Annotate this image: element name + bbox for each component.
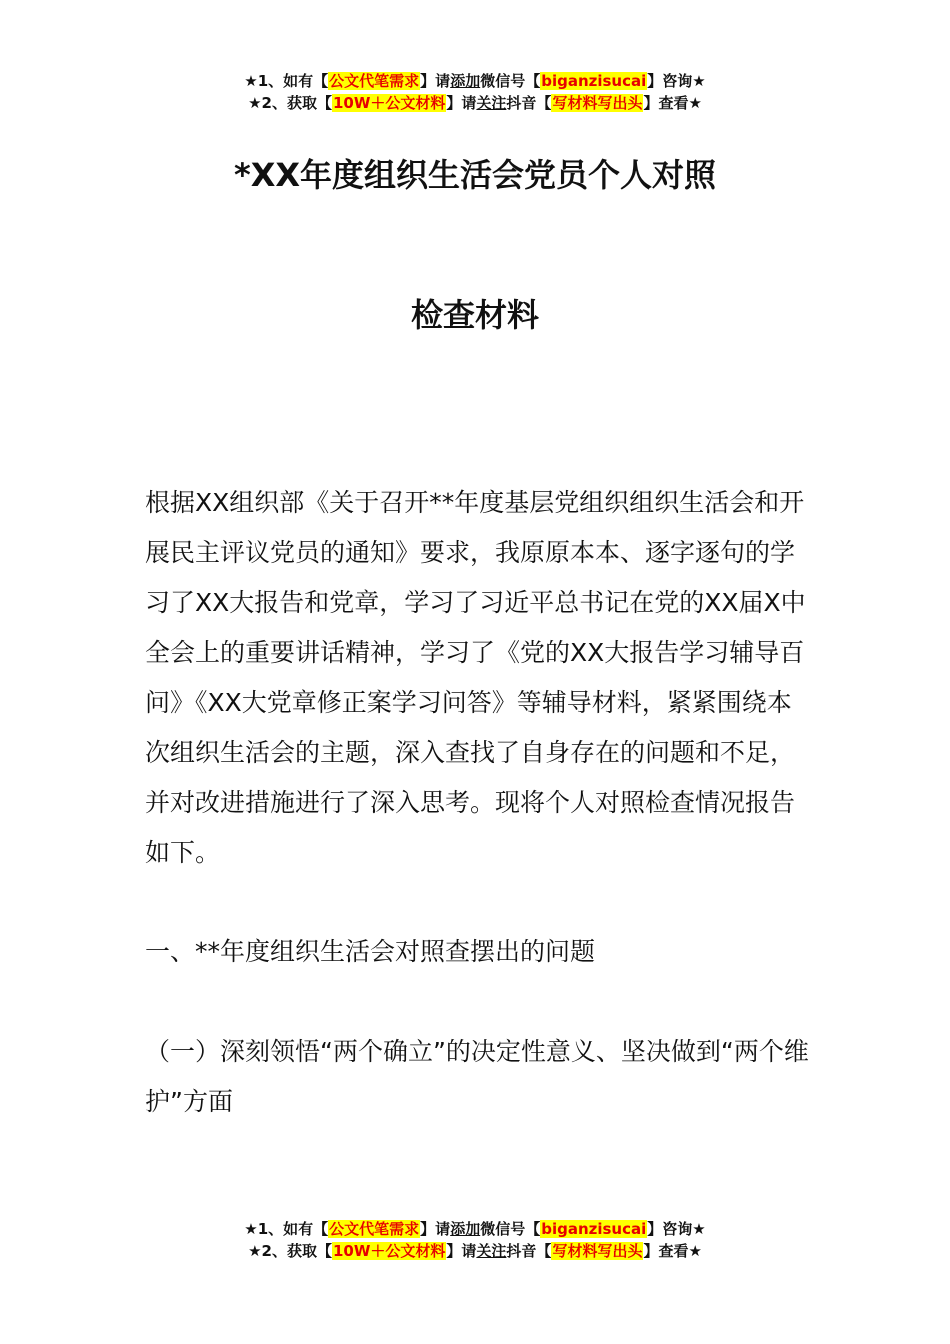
ad-text: ★1、如有【 [244, 1220, 329, 1238]
ad-text: 微信号【 [480, 1220, 541, 1238]
ad-text: 抖音【 [506, 94, 552, 112]
section-heading: 一、**年度组织生活会对照查摆出的问题 [145, 937, 596, 966]
ad-underlined-text: 关注 [476, 94, 507, 112]
ad-underlined-text: 添加 [450, 72, 481, 90]
intro-text: 根据XX组织部《关于召开**年度基层党组织组织生活会和开展民主评议党员的通知》要求，我原原本本、逐字逐句的学习了XX大报告和党章，学习了习近平总书记在党的XX届X中全会上的重要讲话精神，学习了《党的XX大报告学习辅导百问》《XX大党章修正案学习问答》等辅导材料，紧紧围绕本次组织生活会的主题，深入查找了自身存在的问题和不足，并对改进措施进行了深入思考。现将个人对照检查情况报告如下。 [145, 488, 806, 867]
ad-line-1 [0, 1218, 950, 1240]
ad-text: ★2、获取【 [248, 94, 332, 112]
ad-text: 】咨询★ [647, 1220, 706, 1238]
ad-line-2 [0, 1240, 950, 1262]
header-ad [0, 70, 950, 114]
ad-highlight-douyin: 写材料写出头 [552, 94, 643, 112]
ad-text: 】咨询★ [647, 72, 706, 90]
ad-text: 】请 [446, 94, 477, 112]
ad-highlight-materials: 10W＋公文材料 [332, 1242, 446, 1260]
ad-highlight-wechat-id: biganzisucai [541, 1220, 647, 1238]
ad-text: ★1、如有【 [244, 72, 329, 90]
ad-text: 】查看★ [643, 94, 702, 112]
subsection-heading: （一）深刻领悟“两个确立”的决定性意义、坚决做到“两个维护”方面 [145, 1037, 809, 1116]
ad-highlight-materials: 10W＋公文材料 [332, 94, 446, 112]
ad-text: 】请 [446, 1242, 477, 1260]
ad-text: 】查看★ [643, 1242, 702, 1260]
ad-highlight-douyin: 写材料写出头 [552, 1242, 643, 1260]
ad-text: 】请 [420, 1220, 451, 1238]
ad-underlined-text: 关注 [476, 1242, 507, 1260]
ad-highlight-service: 公文代笔需求 [329, 1220, 420, 1238]
ad-text: 】请 [420, 72, 451, 90]
ad-text: ★2、获取【 [248, 1242, 332, 1260]
footer-ad [0, 1218, 950, 1262]
ad-underlined-text: 添加 [450, 1220, 481, 1238]
ad-text: 微信号【 [480, 72, 541, 90]
ad-highlight-wechat-id: biganzisucai [541, 72, 647, 90]
document-title-line-2: 检查材料 [410, 296, 539, 334]
ad-line-1 [0, 70, 950, 92]
ad-text: 抖音【 [506, 1242, 552, 1260]
document-title-line-1: *XX年度组织生活会党员个人对照 [233, 156, 717, 194]
ad-highlight-service: 公文代笔需求 [329, 72, 420, 90]
ad-line-2 [0, 92, 950, 114]
intro-paragraph [145, 478, 810, 878]
